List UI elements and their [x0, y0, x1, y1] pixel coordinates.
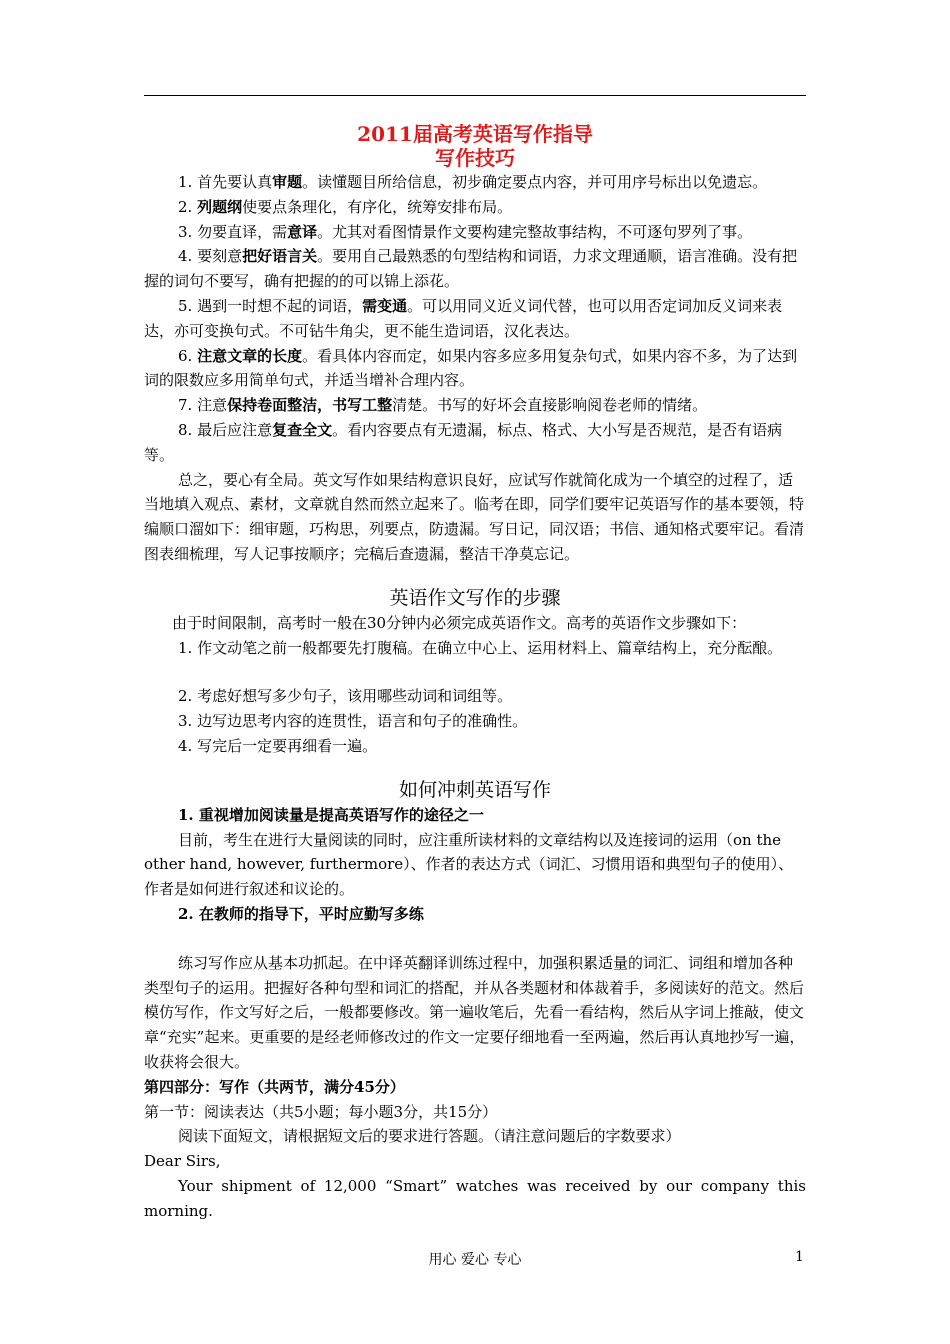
tip-text: 7. 注意 — [178, 396, 228, 415]
tip-item — [144, 344, 806, 394]
tip-text: 5. 遇到一时想不起的词语， — [178, 296, 363, 315]
tip-text: 使要点条理化，有序化，统筹安排布局。 — [242, 197, 513, 216]
tip-keyword: 保持卷面整洁，书写工整 — [227, 396, 393, 415]
sprint-heading: 1. 重视增加阅读量是提高英语写作的途径之一 — [178, 805, 484, 824]
tip-keyword: 列题纲 — [197, 197, 243, 216]
tip-text: 1. 首先要认真 — [178, 173, 273, 191]
tip-text: 。看具体内容而定，如果内容多应多用复杂句式，如果内容不多，为了达到词的限数应多用简单句式，并适当增补合理内容。 — [144, 346, 798, 390]
tip-text: 8. 最后应注意 — [178, 420, 273, 439]
document-subtitle: 写作技巧 — [435, 146, 515, 170]
tip-text: 。读懂题目所给信息，初步确定要点内容，并可用序号标出以免遗忘。 — [302, 173, 768, 191]
sprint-paragraph: 目前，考生在进行大量阅读的同时，应注重所读材料的文章结构以及连接词的运用（on the other hand, however, furthermore）、作者的表达方式（词汇、习惯用语和典型句子的使用）、作者是如何进行叙述和议论的。 — [144, 830, 794, 899]
tip-keyword: 需变通 — [362, 296, 408, 315]
letter-line: Your shipment of 12,000 “Smart” watches was received by our company this morning. — [144, 1176, 806, 1220]
tip-keyword: 复查全文 — [272, 420, 333, 439]
tip-text: 6. — [178, 346, 198, 365]
tip-text: 清楚。书写的好坏会直接影响阅卷老师的情绪。 — [392, 396, 708, 415]
document-body — [144, 122, 806, 1223]
tip-keyword: 意译 — [287, 222, 318, 241]
step-item: 2. 考虑好想写多少句子，该用哪些动词和词组等。 — [178, 687, 513, 706]
sprint-heading: 2. 在教师的指导下，平时应勤写多练 — [178, 904, 424, 923]
tip-item — [144, 294, 806, 344]
tip-text: 。要用自己最熟悉的句型结构和词语，力求文理通顺，语言准确。没有把握的词句不要写，确有把握的的可以锦上添花。 — [144, 247, 798, 291]
tip-item — [144, 195, 806, 220]
step-item: 4. 写完后一定要再细看一遍。 — [178, 736, 378, 755]
summary-paragraph: 总之，要心有全局。英文写作如果结构意识良好，应试写作就简化成为一个填空的过程了，适当地填入观点、素材，文章就自然而然立起来了。临考在即，同学们要牢记英语写作的基本要领，特编顺口溜如下：细审题，巧构思，列要点，防遗漏。写日记，同汉语；书信、通知格式要牢记。看清图表细梳理，写人记事按顺序；完稿后查遗漏，整洁干净莫忘记。 — [144, 470, 805, 563]
section-title-steps: 英语作文写作的步骤 — [389, 586, 561, 609]
spacer — [144, 660, 806, 684]
tip-item — [144, 220, 806, 245]
tip-keyword: 审题 — [272, 173, 303, 191]
document-title: 2011届高考英语写作指导 — [357, 122, 593, 146]
step-item: 1. 作文动笔之前一般都要先打腹稿。在确立中心上、运用材料上、篇章结构上，充分酝酿。 — [178, 638, 783, 657]
letter-greeting: Dear Sirs, — [144, 1152, 221, 1171]
step-item: 3. 边写边思考内容的连贯性，语言和句子的准确性。 — [178, 712, 528, 731]
tip-keyword: 注意文章的长度 — [197, 346, 303, 365]
tip-item — [144, 393, 806, 418]
tip-text: 。看内容要点有无遗漏，标点、格式、大小写是否规范，是否有语病等。 — [144, 420, 783, 464]
tip-text: 4. 要刻意 — [178, 247, 243, 266]
spacer — [144, 567, 806, 585]
tip-text: 2. — [178, 197, 198, 216]
spacer — [144, 927, 806, 951]
sprint-paragraph: 练习写作应从基本功抓起。在中译英翻译训练过程中，加强积累适量的词汇、词组和增加各种类型句子的运用。把握好各种句型和词汇的搭配，并从各类题材和体裁着手，多阅读好的范文。然后模仿写作，作文写好之后，一般都要修改。第一遍收笔后，先看一看结构，然后从字词上推敲，使文章“充实”起来。更重要的是经老师修改过的作文一定要仔细地看一至两遍，然后再认真地抄写一遍，收获将会很大。 — [144, 953, 805, 1071]
footer-text: 用心 爱心 专心 — [428, 1252, 522, 1268]
tip-item — [144, 244, 806, 294]
part4-title: 第四部分：写作（共两节，满分45分） — [144, 1077, 405, 1096]
steps-intro: 由于时间限制，高考时一般在30分钟内必须完成英语作文。高考的英语作文步骤如下： — [172, 613, 747, 632]
page-number: 1 — [795, 1249, 804, 1265]
header-rule — [144, 95, 806, 96]
section-title-sprint: 如何冲刺英语写作 — [398, 778, 551, 801]
tip-keyword: 把好语言关 — [242, 247, 318, 266]
reading-instruction: 阅读下面短文，请根据短文后的要求进行答题。（请注意问题后的字数要求） — [178, 1127, 681, 1146]
spacer — [144, 759, 806, 777]
tip-text: 。尤其对看图情景作文要构建完整故事结构，不可逐句罗列了事。 — [317, 222, 753, 241]
tip-text: 3. 勿要直译，需 — [178, 222, 288, 241]
section1-title: 第一节：阅读表达（共5小题；每小题3分，共15分） — [144, 1102, 498, 1121]
writing-tips-list — [144, 170, 806, 468]
tip-item — [144, 170, 806, 195]
tip-text: 。可以用同义近义词代替，也可以用否定词加反义词来表达，亦可变换句式。不可钻牛角尖，更不能生造词语，汉化表达。 — [144, 296, 783, 340]
tip-item — [144, 418, 806, 468]
